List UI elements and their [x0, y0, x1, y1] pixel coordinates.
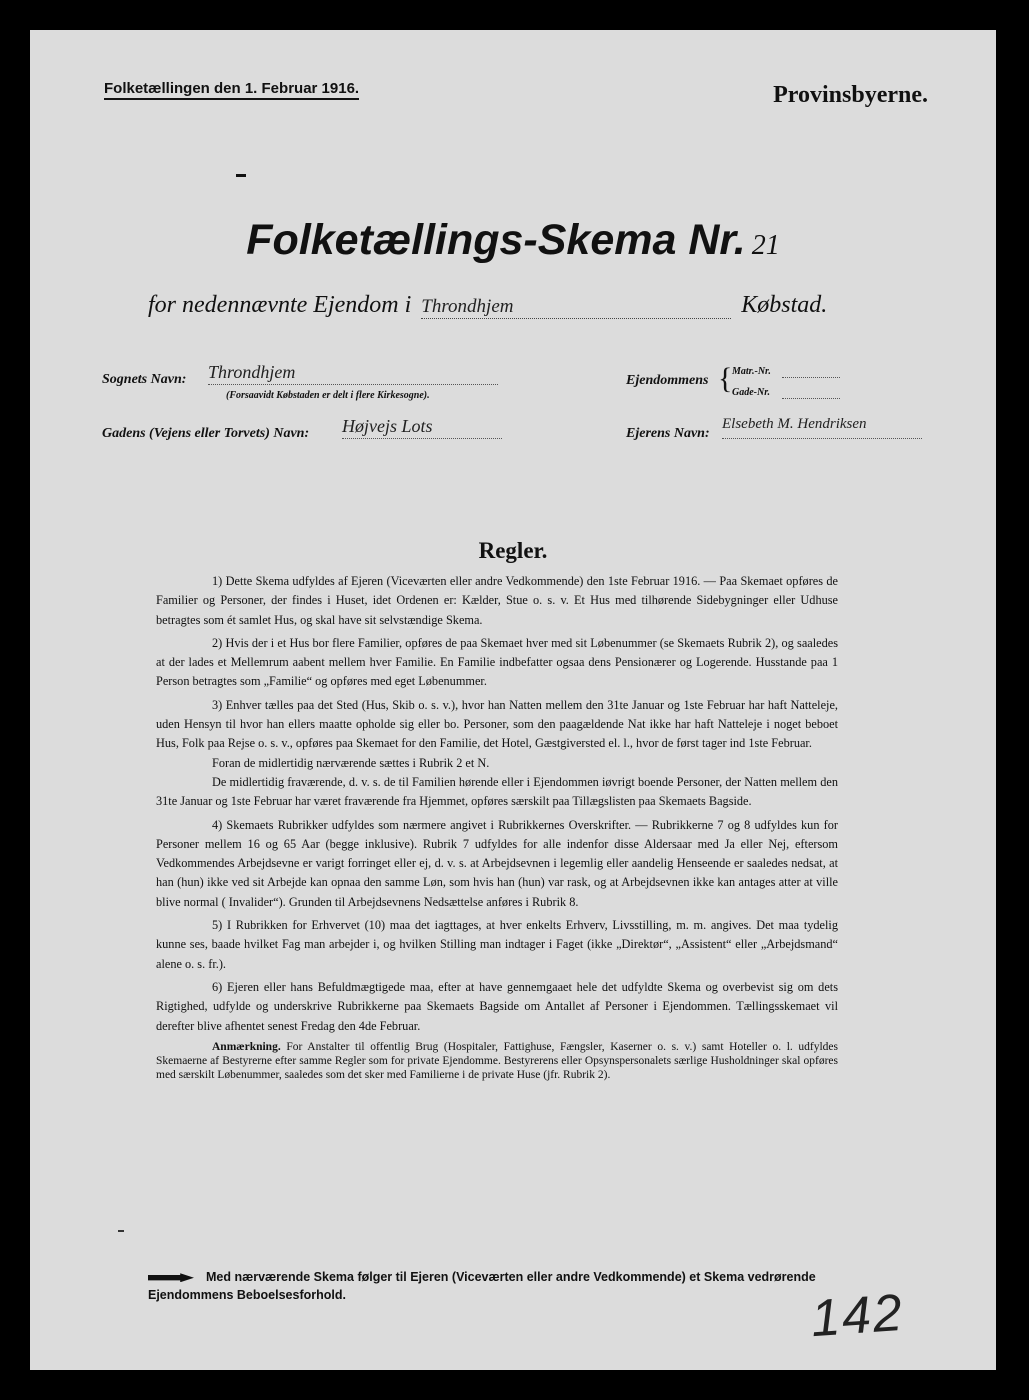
- bottom-note: [148, 1268, 844, 1304]
- rules-body: [156, 572, 838, 1086]
- owner-value: Elsebeth M. Hendriksen: [722, 416, 922, 439]
- rule-2: 2) Hvis der i et Hus bor flere Familier, opføres de paa Skemaet hver med sit Løbenummer (se Skemaets Rubrik 2), og saaledes at der lades et Mellemrum aabent mellem hver Familie. En Familie indbefatter ogsaa dens Pensionærer og Logerende. Husstande paa 1 Person betragtes som „Familie“ og opføres med eget Løbenummer.: [156, 635, 838, 689]
- margin-dash: [236, 174, 246, 177]
- form-title: [30, 216, 996, 265]
- town-value: Throndhjem: [421, 296, 731, 319]
- parish-note: (Forsaavidt Købstaden er delt i flere Kirkesogne).: [226, 390, 430, 401]
- rule-6: 6) Ejeren eller hans Befuldmægtigede maa, efter at have gennemgaaet hele det udfyldte Skema og overbevist sig om dets Rigtighed, udfylde og underskrive Rubrikkerne paa Skemaets Bagside om Antallet af Personer i Ejendommen. Tællingsskemaet vil derefter blive afhentet senest Fredag den 4de Februar.: [156, 979, 838, 1033]
- pointing-hand-icon: [148, 1273, 194, 1282]
- note-label: Anmærkning.: [212, 1040, 281, 1053]
- owner-label: Ejerens Navn:: [626, 426, 710, 441]
- property-label: Ejendommens: [626, 373, 709, 388]
- matr-label: Matr.-Nr.: [732, 366, 771, 377]
- rule-5: 5) I Rubrikken for Erhvervet (10) maa det iagttages, at hver enkelts Erhverv, Livsstilling, m. m. angives. Det maa tydelig kunne ses, baade hvilket Fag man arbejder i, og hvilken Stilling man indtager i Faget (ikke „Direktør“, „Assistent“ eller „Arbejdsmand“ alene o. s. fr.).: [156, 918, 838, 971]
- rule-3: 3) Enhver tælles paa det Sted (Hus, Skib o. s. v.), hvor han Natten mellem den 31te Januar og 1ste Februar har haft Natteleje, uden Hensyn til hvor han ellers maatte opholde sig eller bo. Personer, som den paagældende Nat ikke har haft Natteleje i noget beboet Hus, Folk paa Rejse o. s. v., opføres paa Skemaet for den Familie, det Hotel, Gæstgiversted el. l., hvor de først tager ind 1ste Februar.: [156, 697, 838, 751]
- gade-label: Gade-Nr.: [732, 387, 771, 398]
- rule-4: 4) Skemaets Rubrikker udfyldes som nærmere angivet i Rubrikkernes Overskrifter. — Rubrikkerne 7 og 8 udfyldes kun for Personer mellem 16 og 65 Aar (begge inklusive). Rubrik 7 udfyldes for alle indenfor disse Aldersaar med Ja eller Nej, eftersom Vedkommendes Arbejdsevne er varigt forringet eller ej, d. v. s. at Arbejdsevnen i legemlig eller aandelig Henseende er saaledes nedsat, at han (hun) ikke ved sit Arbejde kan opnaa den samme Løn, som hvis han (hun) var rask, og at Arbejdsevnen ikke kan antages atter at ville blive normal ( Invalider“). Grunden til Arbejdsevnens Nedsættelse anføres i Rubrik 8.: [156, 817, 838, 909]
- margin-tick: [118, 1230, 124, 1232]
- note-text: For Anstalter til offentlig Brug (Hospitaler, Fattighuse, Fængsler, Kaserner o. s. v.) samt Hoteller o. l. udfyldes Skemaerne af Bestyrerne efter samme Regler som for private Ejendomme. Bestyrerens eller Opsynspersonalets særlige Husholdninger skal opføres med særskilt Løbenummer, saaledes som det sker med Familierne i de private Huse (jfr. Rubrik 2).: [156, 1040, 838, 1081]
- street-value: Højvejs Lots: [342, 416, 502, 439]
- subtitle-prefix: for nedennævnte Ejendom i: [148, 292, 412, 318]
- gade-value-line: [782, 385, 840, 399]
- census-form-page: [30, 30, 996, 1370]
- form-subtitle: [148, 292, 827, 319]
- census-date-header: Folketællingen den 1. Februar 1916.: [104, 80, 359, 100]
- property-brace: {: [718, 362, 733, 395]
- rules-note: [156, 1040, 838, 1082]
- region-header: Provinsbyerne.: [773, 82, 928, 108]
- rule-3-temporary: Foran de midlertidig nærværende sættes i Rubrik 2 et N.: [212, 755, 490, 770]
- page-number: 142: [809, 1283, 906, 1349]
- street-label: Gadens (Vejens eller Torvets) Navn:: [102, 426, 310, 441]
- parish-value: Throndhjem: [208, 362, 498, 385]
- rule-3-absent: De midlertidig fraværende, d. v. s. de til Familien hørende eller i Ejendommen iøvrigt boende Personer, der Natten mellem den 31te Januar og 1ste Februar har været fraværende fra Hjemmet, opføres særskilt paa Tillægslisten paa Skemaets Bagside.: [156, 774, 838, 809]
- bottom-note-text: Med nærværende Skema følger til Ejeren (Viceværten eller andre Vedkommende) et Skema vedrørende Ejendommens Beboelsesforhold.: [148, 1270, 816, 1302]
- rule-1: 1) Dette Skema udfyldes af Ejeren (Viceværten eller andre Vedkommende) den 1ste Februar 1916. — Paa Skemaet opføres de Familier og Personer, der findes i Huset, idet Ordenen er: Kælder, Stue o. s. v. Et Hus med tilhørende Sidebygninger eller Udhuse betragtes som ét samlet Hus, og skal have sit selvstændige Skema.: [156, 574, 838, 627]
- parish-label: Sognets Navn:: [102, 372, 187, 387]
- subtitle-suffix: Købstad.: [741, 292, 828, 318]
- rules-title: Regler.: [478, 538, 548, 563]
- form-title-text: Folketællings-Skema Nr.: [246, 216, 746, 264]
- matr-value-line: [782, 364, 840, 378]
- form-number: 21: [751, 230, 780, 261]
